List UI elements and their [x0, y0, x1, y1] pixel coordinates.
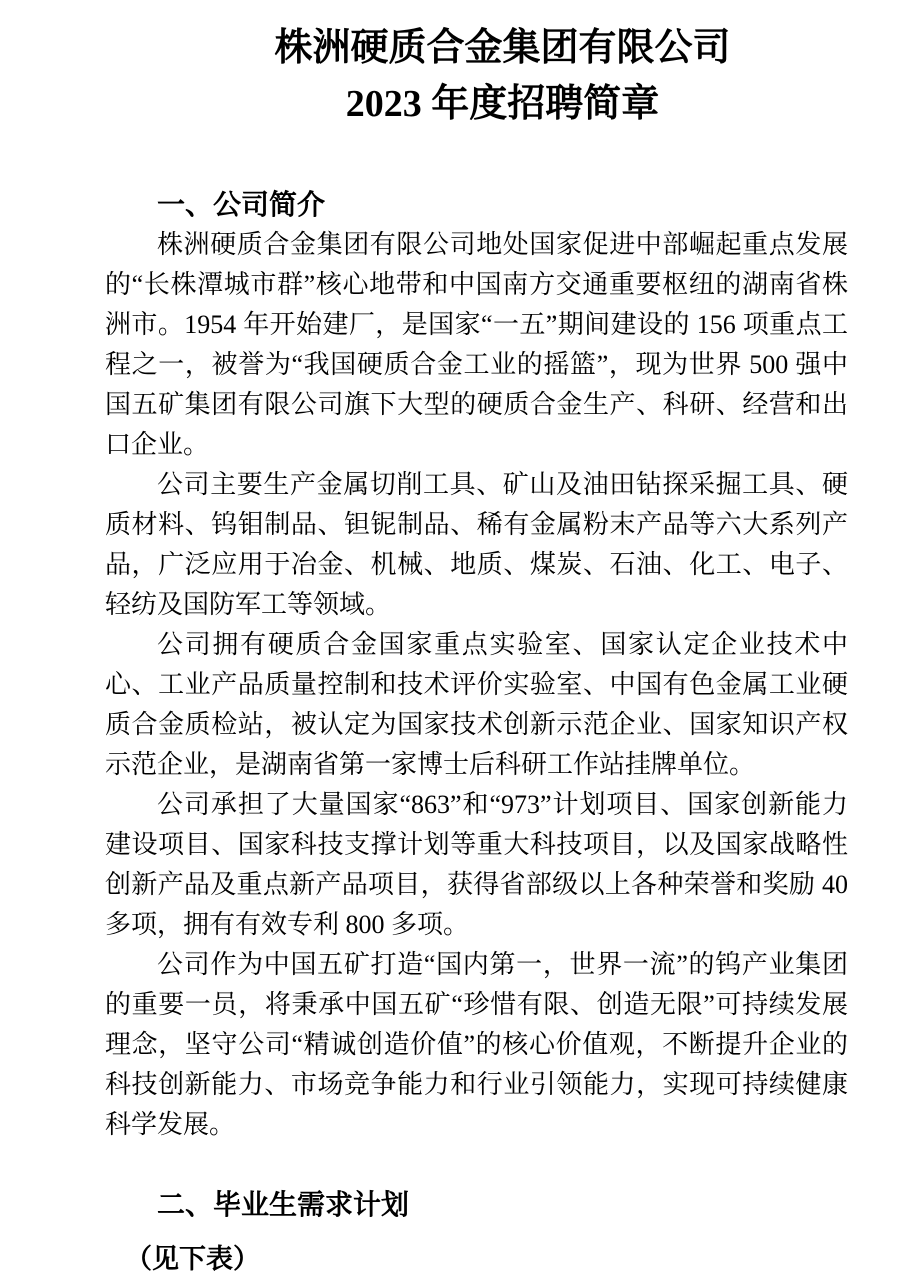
company-intro-paragraph-4: 公司承担了大量国家“863”和“973”计划项目、国家创新能力建设项目、国家科技支撑计划等重大科技项目，以及国家战略性创新产品及重点新产品项目，获得省部级以上各种荣誉和奖励 40 多项，拥有有效专利 800 多项。 [105, 790, 848, 939]
company-intro-paragraph-3: 公司拥有硬质合金国家重点实验室、国家认定企业技术中心、工业产品质量控制和技术评价实验室、中国有色金属工业硬质合金质检站，被认定为国家技术创新示范企业、国家知识产权示范企业，是湖南省第一家博士后科研工作站挂牌单位。 [105, 630, 848, 779]
document-title-line1: 株洲硬质合金集团有限公司 [274, 27, 731, 69]
see-table-below-note: （见下表） [125, 1244, 260, 1274]
company-intro-paragraph-1: 株洲硬质合金集团有限公司地处国家促进中部崛起重点发展的“长株潭城市群”核心地带和中国南方交通重要枢纽的湖南省株洲市。1954 年开始建厂，是国家“一五”期间建设的 156 项重点工程之一，被誉为“我国硬质合金工业的摇篮”，现为世界 500 强中国五矿集团有限公司旗下大型的硬质合金生产、科研、经营和出口企业。 [105, 230, 848, 459]
document-title-line2: 2023 年度招聘简章 [345, 83, 660, 125]
company-intro-paragraph-5: 公司作为中国五矿打造“国内第一，世界一流”的钨产业集团的重要一员，将秉承中国五矿“珍惜有限、创造无限”可持续发展理念，坚守公司“精诚创造价值”的核心价值观，不断提升企业的科技创新能力、市场竞争能力和行业引领能力，实现可持续健康科学发展。 [105, 950, 848, 1139]
section-heading-company-intro: 一、公司简介 [157, 189, 326, 220]
section-heading-graduate-demand-plan: 二、毕业生需求计划 [157, 1189, 410, 1220]
company-intro-paragraph-2: 公司主要生产金属切削工具、矿山及油田钻探采掘工具、硬质材料、钨钼制品、钽铌制品、稀有金属粉末产品等六大系列产品，广泛应用于冶金、机械、地质、煤炭、石油、化工、电子、轻纺及国防军工等领域。 [105, 470, 848, 619]
